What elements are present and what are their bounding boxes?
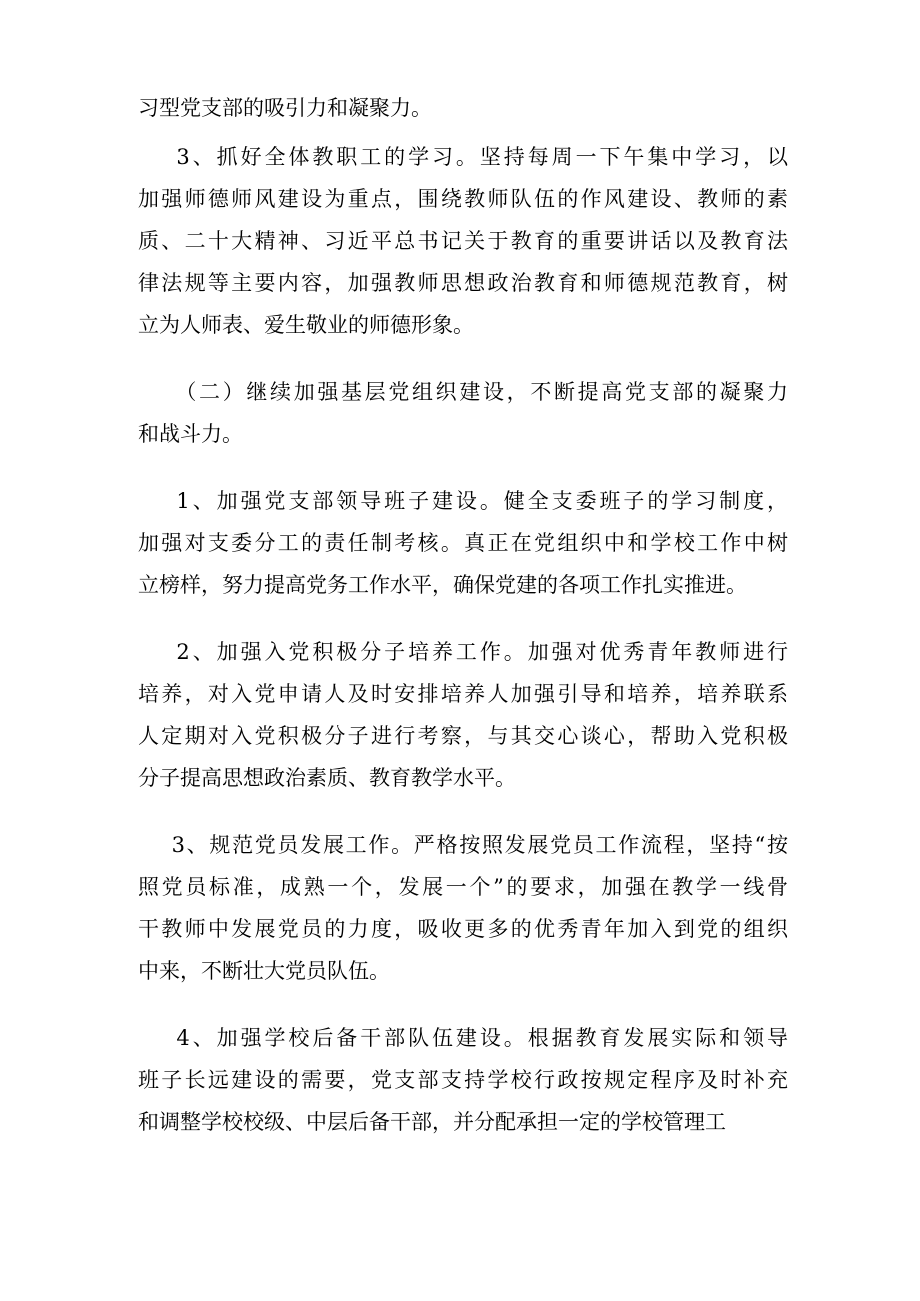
text-line: 立榜样，努力提高党务工作水平，确保党建的各项工作扎实推进。 — [138, 573, 747, 597]
text-line: 加强师德师风建设为重点，围绕教师队伍的作风建设、教师的素 — [138, 187, 788, 211]
text-line: 2、加强入党积极分子培养工作。加强对优秀青年教师进行 — [138, 640, 788, 664]
text-line: 和调整学校校级、中层后备干部，并分配承担一定的学校管理工 — [138, 1110, 726, 1134]
text-line: 质、二十大精神、习近平总书记关于教育的重要讲话以及教育法 — [138, 229, 788, 253]
text-line: 人定期对入党积极分子进行考察，与其交心谈心，帮助入党积极 — [138, 724, 788, 748]
text-line: 3、规范党员发展工作。严格按照发展党员工作流程，坚持“按 — [138, 833, 788, 857]
text-line: 1、加强党支部领导班子建设。健全支委班子的学习制度， — [138, 489, 788, 513]
text-line: 培养，对入党申请人及时安排培养人加强引导和培养，培养联系 — [138, 682, 788, 706]
text-line: 分子提高思想政治素质、教育教学水平。 — [138, 766, 516, 790]
text-line: （二）继续加强基层党组织建设，不断提高党支部的凝聚力 — [138, 380, 788, 404]
text-line: 干教师中发展党员的力度，吸收更多的优秀青年加入到党的组织 — [138, 917, 788, 941]
text-line: 4、加强学校后备干部队伍建设。根据教育发展实际和领导 — [138, 1026, 788, 1050]
text-line: 习型党支部的吸引力和凝聚力。 — [138, 96, 432, 120]
text-line: 律法规等主要内容，加强教师思想政治教育和师德规范教育，树 — [138, 271, 788, 295]
text-line: 立为人师表、爱生敬业的师德形象。 — [138, 313, 474, 337]
text-line: 3、抓好全体教职工的学习。坚持每周一下午集中学习，以 — [138, 145, 788, 169]
text-line: 和战斗力。 — [138, 422, 243, 446]
text-line: 中来，不断壮大党员队伍。 — [138, 959, 390, 983]
text-line: 加强对支委分工的责任制考核。真正在党组织中和学校工作中树 — [138, 531, 788, 555]
text-line: 班子长远建设的需要，党支部支持学校行政按规定程序及时补充 — [138, 1068, 788, 1092]
text-line: 照党员标准，成熟一个，发展一个”的要求，加强在教学一线骨 — [138, 875, 788, 899]
